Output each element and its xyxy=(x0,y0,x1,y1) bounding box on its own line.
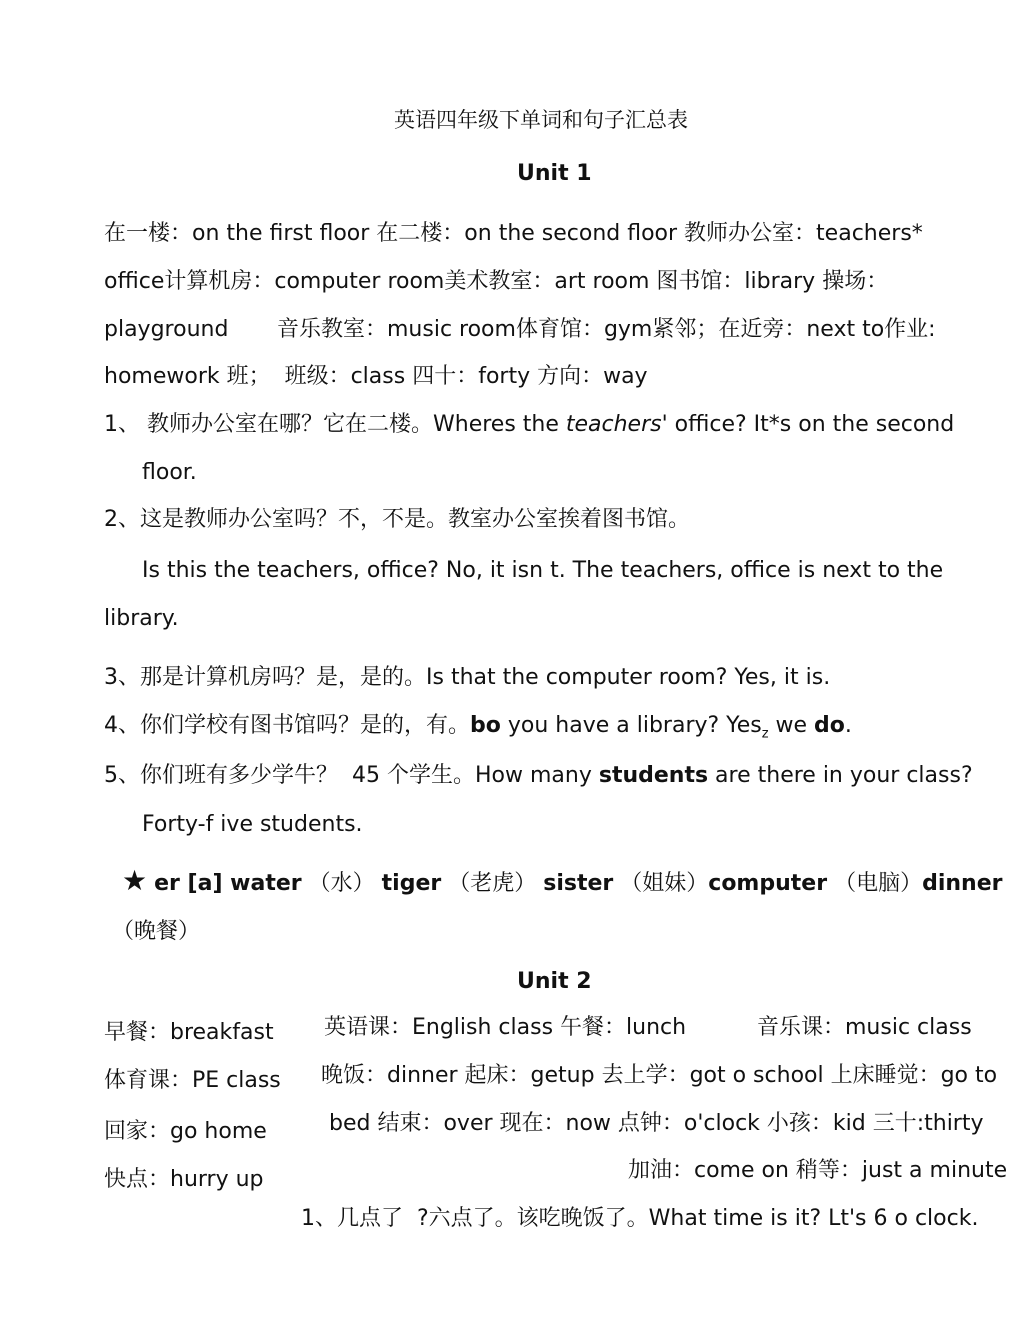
u2-vocab-b2: 晚饭：dinner 起床：getup 去上学：got o school 上床睡觉：go to xyxy=(321,1063,998,1088)
u1-sentence-2-cont: library. xyxy=(104,606,179,631)
u1-s4-bold-1: bo xyxy=(470,713,501,738)
u1-sentence-4 xyxy=(104,712,852,748)
phonics-gloss-3: （姐妹） xyxy=(620,871,709,896)
unit-2-heading: Unit 2 xyxy=(517,969,592,994)
u1-s1-part-a: 1、 教师办公室在哪？它在二楼。Wheres the xyxy=(104,412,566,437)
phonics-word-2: tiger xyxy=(381,871,442,896)
u1-sentence-2-cn: 2、这是教师办公室吗？不，不是。教室办公室挨着图书馆。 xyxy=(104,507,690,532)
u1-vocab-line-2: office计算机房：computer room美术教室：art room 图书馆：library 操场： xyxy=(104,269,889,294)
u1-s4-end: . xyxy=(844,713,852,738)
u1-s4-we: we xyxy=(768,713,815,738)
u1-sentence-1-cont: floor. xyxy=(142,460,197,485)
u1-sentence-5 xyxy=(104,762,973,790)
phonics-gloss-4: （电脑） xyxy=(834,871,923,896)
u2-sentence-1: 1、几点了 ?六点了。该吃晚饭了。What time is it? Lt's 6 o clock. xyxy=(301,1206,979,1231)
u1-vocab-line-3a: playground xyxy=(104,317,229,342)
u1-sentence-2-en: Is this the teachers, office? No, it isn t. The teachers, office is next to the xyxy=(142,558,944,583)
u1-s4-bold-2: do xyxy=(814,713,845,738)
u1-s5-bold: students xyxy=(598,763,709,788)
star-icon: ★ xyxy=(122,864,148,897)
phonics-gloss-5: （晚餐） xyxy=(112,919,201,944)
u2-vocab-d2: 加油：come on 稍等：just a minute xyxy=(628,1158,1008,1183)
phonics-word-5: dinner xyxy=(922,871,1003,896)
u1-s4-cn: 4、你们学校有图书馆吗？是的，有。 xyxy=(104,713,470,738)
u1-vocab-line-3b: 音乐教室：music room体育馆：gym紧邻；在近旁：next to作业: xyxy=(277,317,936,342)
phonics-line xyxy=(122,864,1003,898)
u2-vocab-d1: 快点：hurry up xyxy=(104,1167,264,1192)
phonics-word-1: er [a] water xyxy=(154,871,302,896)
u1-vocab-line-1: 在一楼：on the first floor 在二楼：on the second floor 教师办公室：teachers* xyxy=(104,221,923,246)
u1-s5-a: 5、你们班有多少学牛？ 45 个学生。How many xyxy=(104,763,599,788)
u1-s1-italic: teachers' xyxy=(565,412,668,437)
u2-vocab-c2: bed 结束：over 现在：now 点钟：o'clock 小孩：kid 三十:thirty xyxy=(329,1111,984,1136)
u1-sentence-3: 3、那是计算机房吗？是，是的。Is that the computer room? Yes, it is. xyxy=(104,665,831,690)
phonics-word-3: sister xyxy=(543,871,614,896)
phonics-gloss-1: （水） xyxy=(308,871,375,896)
u1-sentence-1 xyxy=(104,411,954,439)
u2-vocab-c1: 回家：go home xyxy=(104,1119,267,1144)
u1-sentence-5-cont: Forty-f ive students. xyxy=(142,812,363,837)
phonics-gloss-2: （老虎） xyxy=(448,871,537,896)
u1-vocab-line-4: homework 班； 班级：class 四十：forty 方向：way xyxy=(104,364,648,389)
u1-s4-sub: z xyxy=(761,726,769,742)
u2-vocab-b1: 体育课：PE class xyxy=(104,1068,281,1093)
u1-s1-part-c: office? It*s on the second xyxy=(667,412,955,437)
document-title: 英语四年级下单词和句子汇总表 xyxy=(394,108,688,132)
phonics-word-4: computer xyxy=(708,871,828,896)
u1-s4-mid: you have a library? Yes xyxy=(500,713,762,738)
u2-vocab-a3: 音乐课：music class xyxy=(757,1015,972,1040)
unit-1-heading: Unit 1 xyxy=(517,161,592,186)
u2-vocab-a2: 英语课：English class 午餐：lunch xyxy=(324,1015,687,1040)
u1-s5-c: are there in your class? xyxy=(708,763,973,788)
u2-vocab-a1: 早餐：breakfast xyxy=(104,1020,274,1045)
